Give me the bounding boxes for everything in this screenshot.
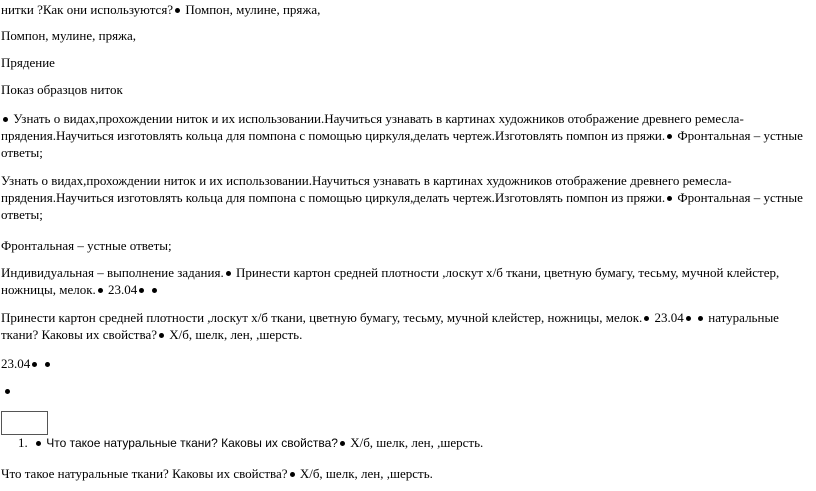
bullet-icon [36,441,41,446]
bullet-icon [152,288,157,293]
bullet-icon [226,271,231,276]
paragraph-2 [1,27,813,44]
paragraph-12 [1,465,813,482]
paragraph-3 [1,54,813,71]
text-run: 23.04 [104,282,138,297]
bullet-icon [159,333,164,338]
paragraph-6 [1,172,813,223]
bullet-icon [698,316,703,321]
text-run: Что такое натуральные ткани? Каковы их свойства? [46,436,338,450]
text-run: Что такое натуральные ткани? Каковы их свойства? [1,466,288,481]
text-run: Показ образцов ниток [1,82,123,97]
bullet-icon [340,441,345,446]
paragraph-8 [1,264,813,298]
paragraph-7 [1,237,813,254]
paragraph-10 [1,355,813,372]
bullet-icon [45,362,50,367]
text-run: нитки ?Как они используются? [1,2,174,17]
text-run: 23.04 [651,310,684,325]
text-run: Фронтальная – устные ответы; [1,238,172,253]
text-run: 23.04 [1,356,31,371]
text-run: Узнать о видах,прохождении ниток и их использовании.Научиться узнавать в картинах художников отображение древнего ремесла-прядения.Научиться изготовлять кольца для помпона с помощью циркуля,делать чертеж.Изготовлять помпон из пряжи. [1,173,732,205]
bullet-icon [98,288,103,293]
paragraph-5 [1,110,813,161]
text-run: Х/б, шелк, лен, ,шерсть. [346,435,484,450]
text-run: Помпон, мулине, пряжа, [182,2,321,17]
text-run: Фронтальная – устные ответы; [1,128,803,160]
paragraph-1 [1,1,813,18]
text-run: Х/б, шелк, лен, ,шерсть. [166,327,303,342]
bullet-icon [686,316,691,321]
paragraph-4 [1,81,813,98]
bullet-icon [667,196,672,201]
bullet-icon [667,134,672,139]
bullet-icon [32,362,37,367]
paragraph-9 [1,309,813,343]
bullet-icon [644,316,649,321]
text-run: Принести картон средней плотности ,лоскут х/б ткани, цветную бумагу, тесьму, мучной клейстер, ножницы, мелок. [1,310,643,325]
bullet-icon [139,288,144,293]
text-run: Принести картон средней плотности ,лоскут х/б ткани, цветную бумагу, тесьму, мучной клейстер, ножницы, мелок. [1,265,780,297]
bullet-icon [290,472,295,477]
text-run: Узнать о видах,прохождении ниток и их использовании.Научиться узнавать в картинах художников отображение древнего ремесла-прядения.Научиться изготовлять кольца для помпона с помощью циркуля,делать чертеж.Изготовлять помпон из пряжи. [1,111,744,143]
text-run: Прядение [1,55,55,70]
bullet-icon [5,389,10,394]
text-run: Индивидуальная – выполнение задания. [1,265,224,280]
text-run: Фронтальная – устные ответы; [1,190,803,222]
bullet-icon [175,8,180,13]
text-run: натуральные ткани? Каковы их свойства? [1,310,779,342]
text-run: Помпон, мулине, пряжа, [1,28,137,43]
bullet-icon [3,117,8,122]
text-run: Х/б, шелк, лен, ,шерсть. [296,466,433,481]
list-item-text [34,434,804,452]
list-number: 1. [18,435,28,450]
empty-text-box [1,411,48,435]
